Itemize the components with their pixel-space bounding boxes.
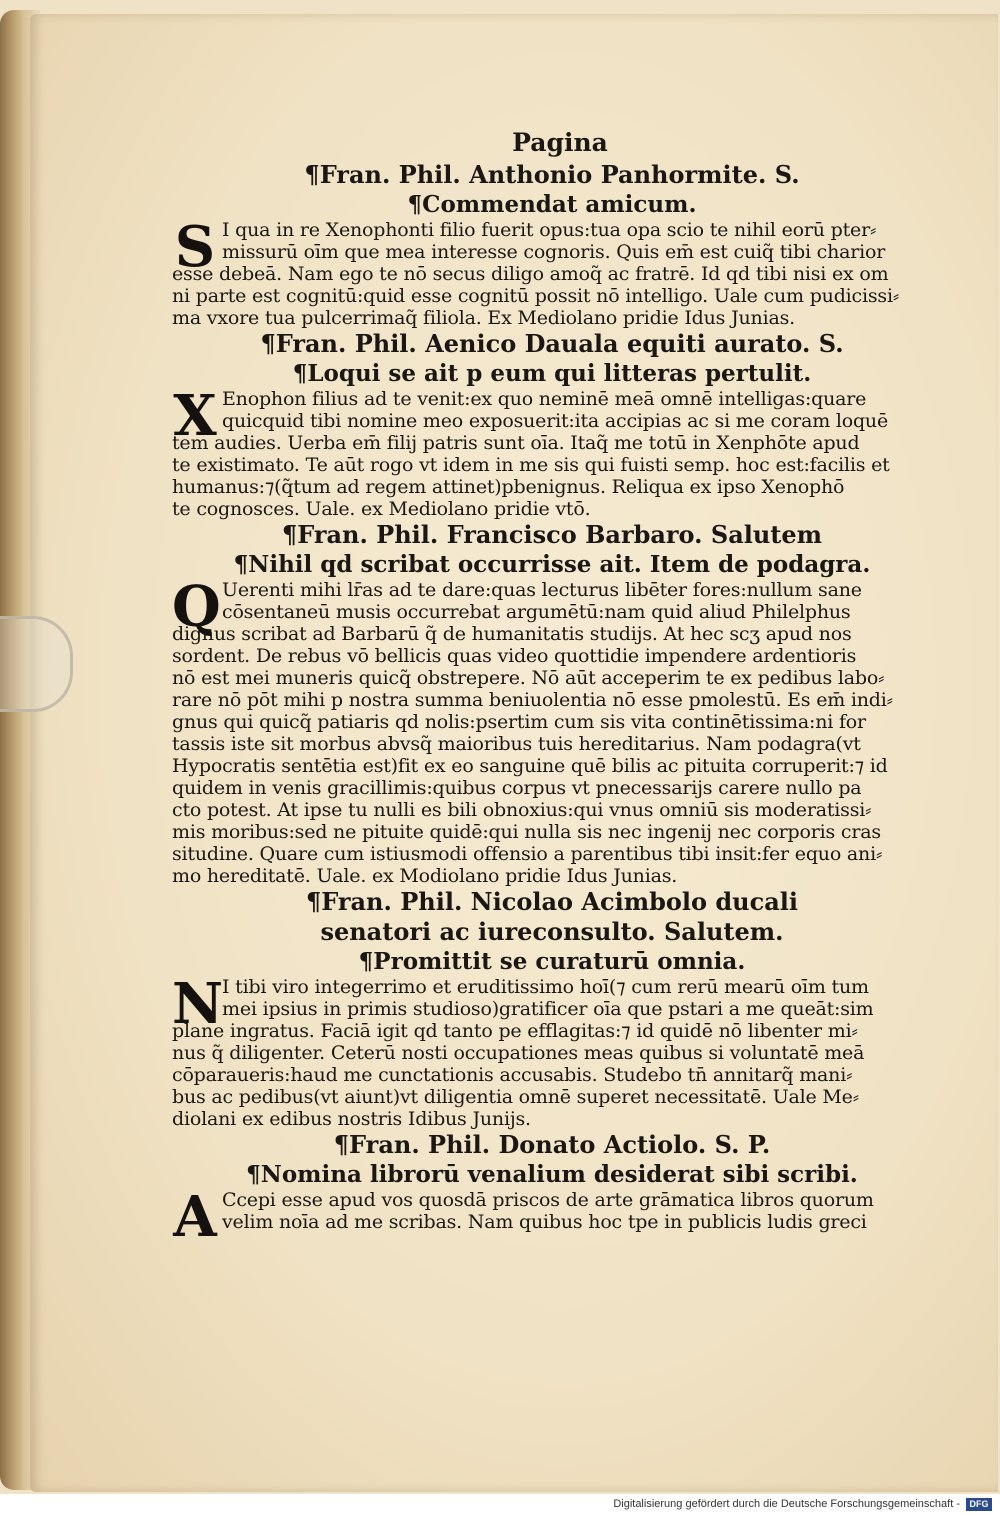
- text-line: mei ipsius in primis studioso)gratificer oīa que pstari a me queāt:sim: [222, 998, 874, 1020]
- text-line: plane ingratus. Faciā igit qd tanto pe efflagitas:⁊ id quidē nō libenter mi⸗: [172, 1020, 858, 1042]
- text-line: te cognosces. Uale. ex Mediolano pridie vtō.: [172, 498, 591, 520]
- letter-heading: ¶Fran. Phil. Aenico Dauala equiti aurato. S.: [260, 329, 844, 358]
- text-line: situdine. Quare cum istiusmodi offensio a parentibus tibi insit:fer equo ani⸗: [172, 843, 883, 865]
- letter-heading: ¶Fran. Phil. Francisco Barbaro. Salutem: [281, 520, 823, 549]
- letter-summary: ¶Commendat amicum.: [407, 191, 697, 218]
- text-line: mo hereditatē. Uale. ex Modiolano pridie Idus Junias.: [172, 865, 678, 887]
- text-line: esse debeā. Nam ego te nō secus diligo amoq̃ ac fratrē. Id qd tibi nisi ex om: [172, 263, 889, 285]
- text-line: tassis iste sit morbus abvsq̃ maioribus tuis hereditarius. Nam podagra(vt: [172, 733, 861, 755]
- letter: [172, 887, 932, 1130]
- text-line: humanus:⁊(q̃tum ad regem attinet)pbenignus. Reliqua ex ipso Xenophō: [172, 476, 845, 498]
- text-line: quidem in venis gracillimis:quibus corpus vt pnecessarijs carere nullo pa: [172, 777, 862, 799]
- letter-heading: ¶Fran. Phil. Anthonio Panhormite. S.: [304, 160, 800, 189]
- text-line: mis moribus:sed ne pituite quidē:qui nulla sis nec ingenij nec corporis cras: [172, 821, 881, 843]
- letter-heading: ¶Fran. Phil. Nicolao Acimbolo ducali: [305, 887, 799, 916]
- letter-summary: ¶Nihil qd scribat occurrisse ait. Item de podagra.: [233, 551, 871, 578]
- text-line: Hypocratis sentētia est)fit ex eo sanguine quē bilis ac pituita corruperit:⁊ id: [172, 755, 888, 777]
- dfg-logo-icon: DFG: [966, 1498, 992, 1511]
- text-line: I tibi viro integerrimo et eruditissimo hoī(⁊ cum rerū mearū oīm tum: [222, 976, 869, 998]
- letter-heading: senatori ac iureconsulto. Salutem.: [320, 917, 784, 946]
- letter: [172, 329, 932, 520]
- text-line: ma vxore tua pulcerrimaq̃ filiola. Ex Mediolano pridie Idus Junias.: [172, 307, 795, 329]
- text-line: Ccepi esse apud vos quosdā priscos de arte grāmatica libros quorum: [222, 1189, 874, 1211]
- drop-initial: A: [173, 1184, 217, 1250]
- paper-clip: [0, 616, 73, 712]
- letter-body: [172, 574, 932, 887]
- text-line: gnus qui quicq̃ patiaris qd nolis:psertim cum sis vita continētissima:ni for: [172, 711, 866, 733]
- text-line: rare nō pōt mihi p nostra summa beniuolentia nō esse pmolestū. Es em̄ indi⸗: [172, 689, 893, 711]
- letters: [172, 160, 932, 1250]
- text-line: te existimato. Te aūt rogo vt idem in me sis qui fuisti semp. hoc est:facilis et: [172, 454, 890, 476]
- text-line: cōparaueris:haud me cunctationis accusabis. Studebo tn̄ annitarq̃ mani⸗: [172, 1064, 853, 1086]
- page-header: Pagina: [512, 128, 608, 157]
- text-line: nō est mei muneris quicq̃ obstrepere. Nō aūt acceperim te ex pedibus labo⸗: [172, 667, 885, 689]
- text-line: missurū oīm que mea interesse cognoris. Quis em̄ est cuiq̃ tibi charior: [222, 241, 886, 263]
- text-line: nus q̃ diligenter. Ceterū nosti occupationes meas quibus si voluntatē meā: [172, 1042, 865, 1064]
- footer-credit: Digitalisierung gefördert durch die Deutsche Forschungsgemeinschaft -: [613, 1498, 960, 1510]
- text-line: bus ac pedibus(vt aiunt)vt diligentia omnē superet necessitatē. Uale Me⸗: [172, 1086, 859, 1108]
- letter-summary: ¶Promittit se curaturū omnia.: [358, 948, 746, 975]
- text-line: velim noīa ad me scribas. Nam quibus hoc tpe in publicis ludis greci: [222, 1211, 867, 1233]
- text-line: sordent. De rebus vō bellicis quas video quottidie impendere ardentioris: [172, 645, 857, 667]
- text-line: ni parte est cognitū:quid esse cognitū possit nō intelligo. Uale cum pudicissi⸗: [172, 285, 899, 307]
- letter-summary: ¶Nomina librorū venalium desiderat sibi scribi.: [246, 1161, 858, 1188]
- footer: [0, 1494, 1000, 1515]
- letter-body: [172, 214, 932, 329]
- drop-initial: S: [174, 214, 216, 280]
- text-line: diolani ex edibus nostris Idibus Junijs.: [172, 1108, 531, 1130]
- drop-initial: X: [173, 383, 217, 449]
- text-line: dignus scribat ad Barbarū q̃ de humanitatis studijs. At hec scʒ apud nos: [172, 623, 852, 645]
- letter: [172, 160, 932, 329]
- text-line: cōsentaneū musis occurrebat argumētū:nam quid aliud Philelphus: [222, 601, 851, 623]
- letter: [172, 520, 932, 887]
- text-line: I qua in re Xenophonti filio fuerit opus:tua opa scio te nihil eorū pter⸗: [222, 219, 877, 241]
- drop-initial: N: [172, 971, 224, 1037]
- page-text: [172, 126, 932, 1250]
- text-line: Enophon filius ad te venit:ex quo neminē meā omnē intelligas:quare: [222, 388, 867, 410]
- letter: [172, 1130, 932, 1250]
- letter-heading: ¶Fran. Phil. Donato Actiolo. S. P.: [333, 1130, 771, 1159]
- letter-body: [172, 971, 932, 1130]
- drop-initial: Q: [172, 574, 221, 640]
- letter-summary: ¶Loqui se ait p eum qui litteras pertulit.: [292, 360, 812, 387]
- letter-body: [172, 1184, 932, 1250]
- text-line: Uerenti mihi lr̄as ad te dare:quas lecturus libēter fores:nullum sane: [222, 579, 862, 601]
- text-line: cto potest. At ipse tu nulli es bili obnoxius:qui vnus omniū sis moderatissi⸗: [172, 799, 872, 821]
- text-line: tem audies. Uerba em̄ filij patris sunt oīa. Itaq̃ me totū in Xenphōte apud: [172, 432, 860, 454]
- letter-body: [172, 383, 932, 520]
- text-line: quicquid tibi nomine meo exposuerit:ita accipias ac si me coram loquē: [222, 410, 889, 432]
